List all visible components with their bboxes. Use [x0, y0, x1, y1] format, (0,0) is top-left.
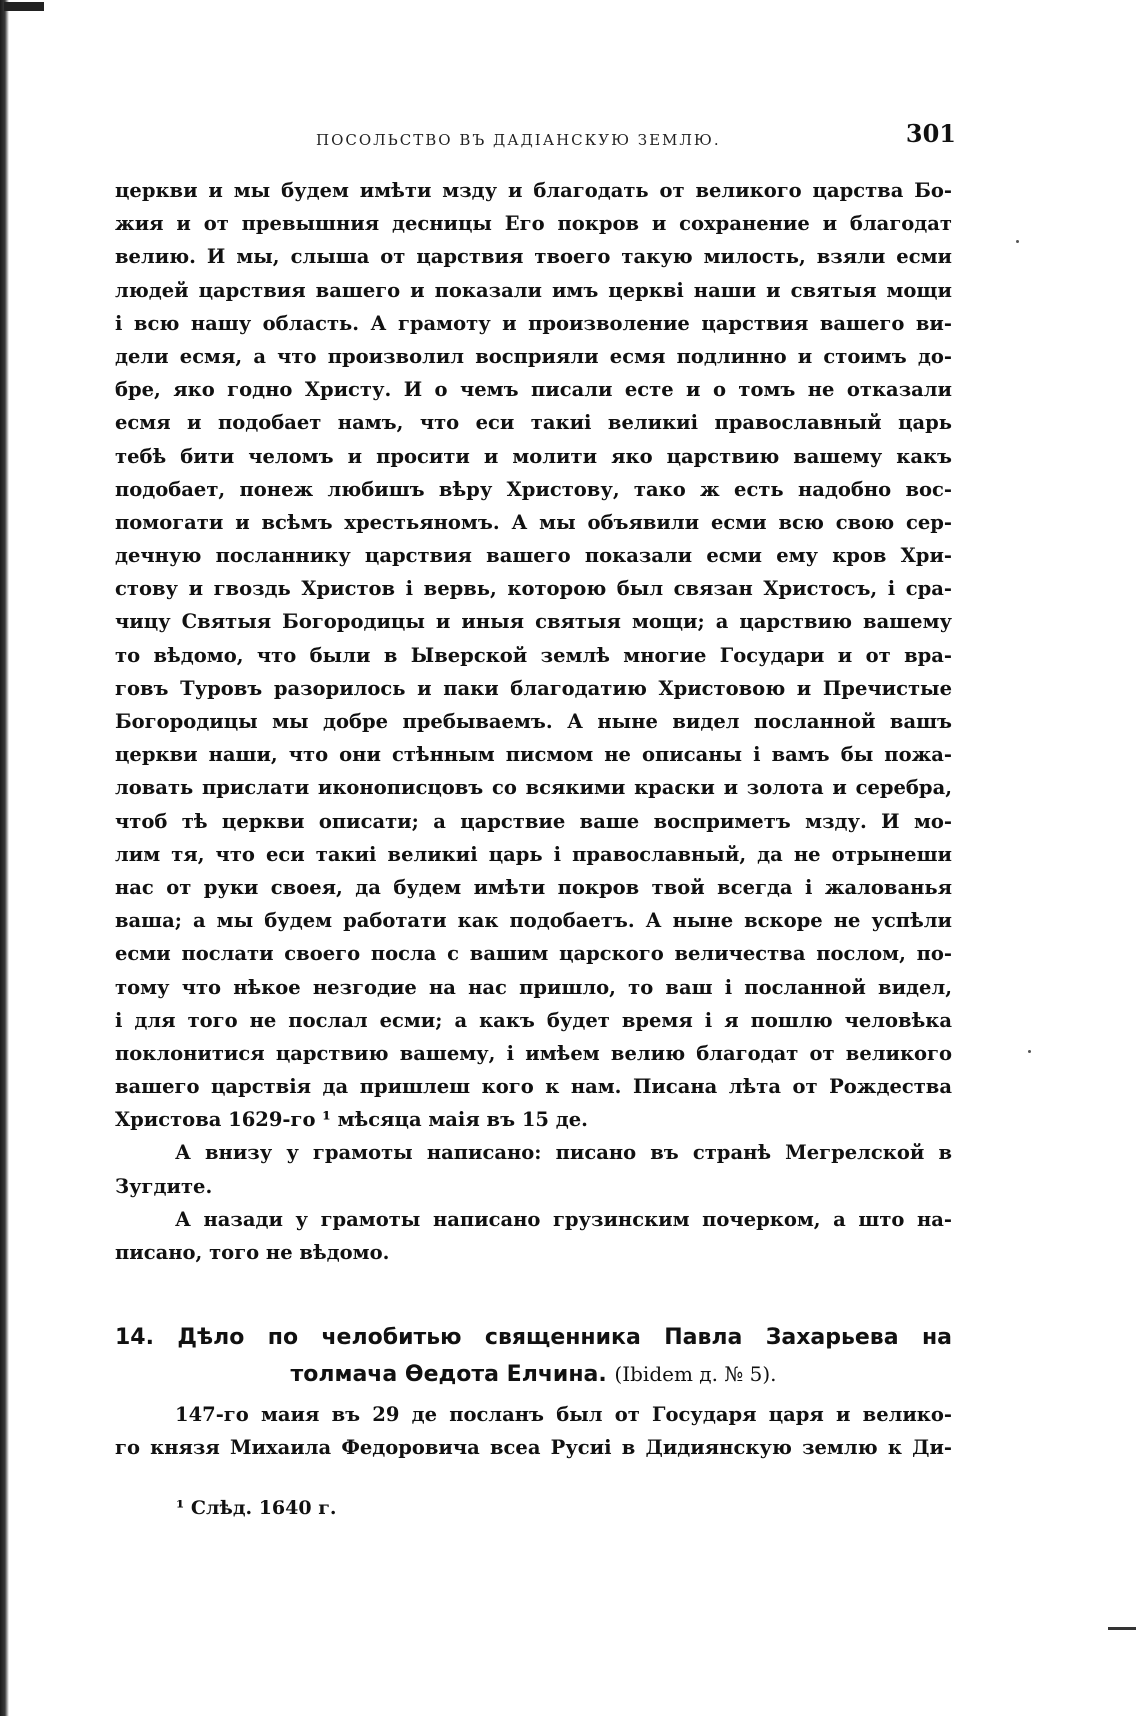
text-line: церкви и мы будем имѣти мзду и благодать от великого царства Бо-: [115, 179, 952, 202]
text-line: нас от руки своея, да будем имѣти покров твой всегда і жалованья: [115, 875, 952, 899]
scan-edge-shadow: [0, 0, 9, 1716]
note-line: А назади у грамоты написано грузинским почерком, а што на-: [175, 1207, 952, 1231]
text-line: помогати и всѣмъ хрестьяномъ. А мы объявили есми всю свою сер-: [115, 510, 952, 534]
note-line: А внизу у грамоты написано: писано въ странѣ Мегрелской в: [175, 1141, 952, 1165]
section-heading-line-1: [115, 1320, 952, 1356]
main-text: [115, 174, 952, 1269]
text-line: поклонитися царствию вашему, і имѣем велию благодат от великого: [115, 1041, 952, 1065]
text-line: то вѣдомо, что были в Ыверской землѣ многие Государи и от вра-: [115, 643, 952, 667]
text-line: велию. И мы, слыша от царствия твоего такую милость, взяли есми: [115, 245, 952, 269]
scan-corner-mark: [4, 2, 44, 11]
section-heading: [115, 1320, 952, 1392]
footnote: ¹ Слѣд. 1640 г.: [176, 1497, 337, 1519]
section-title-part-2: толмача Ѳедота Елчина.: [290, 1362, 607, 1387]
text-line: го князя Михаила Федоровича всеа Русиі в Дидиянскую землю к Ди-: [115, 1436, 952, 1460]
text-line: есмя и подобает намъ, что еси такиі великиі православный царь: [115, 411, 952, 435]
section-title-part-1: Дѣло по челобитью священника Павла Захарьева на: [177, 1325, 952, 1350]
scan-speck: [1028, 1050, 1031, 1053]
margin-dash: [1108, 1627, 1136, 1630]
text-line: тебѣ бити челомъ и просити и молити яко царствию вашему какъ: [115, 444, 952, 468]
archive-reference: (Ibidem д. № 5).: [614, 1362, 777, 1386]
page-number: 301: [905, 119, 956, 148]
scan-speck: [1016, 240, 1019, 243]
note-line: писано, того не вѣдомо.: [115, 1241, 390, 1264]
text-line: говъ Туровъ разорилось и паки благодатию Христовою и Пречистые: [115, 676, 952, 700]
section-paragraph: [115, 1398, 952, 1464]
text-line: стову и гвоздь Христов і вервь, которою был связан Христосъ, і сра-: [115, 577, 952, 601]
text-line: 147-го маия въ 29 де посланъ был от Государя царя и велико-: [175, 1403, 952, 1426]
text-line: бре, яко годно Христу. И о чемъ писали есте и о томъ не отказали: [115, 378, 952, 402]
text-line: лим тя, что еси такиі великиі царь і православный, да не отрынеши: [115, 842, 952, 866]
note-line: Зугдите.: [115, 1174, 213, 1198]
text-line: Богородицы мы добре пребываемъ. А ныне видел посланной вашъ: [115, 710, 952, 733]
text-line: подобает, понеж любишъ вѣру Христову, тако ж есть надобно вос-: [115, 477, 952, 501]
text-line: дели есмя, а что произволил восприяли есмя подлинно и стоимъ до-: [115, 344, 952, 368]
text-line: тому что нѣкое незгодие на нас пришло, то ваш і посланной видел,: [115, 975, 952, 999]
text-line: дечную посланнику царствия вашего показали есми ему кров Хри-: [115, 544, 952, 568]
text-line: жия и от превышния десницы Его покров и сохранение и благодат: [115, 212, 952, 236]
text-line: вашего царствія да пришлеш кого к нам. Писана лѣта от Рождества: [115, 1075, 952, 1099]
text-line: і всю нашу область. А грамоту и произволение царствия вашего ви-: [115, 311, 952, 335]
running-title: ПОСОЛЬСТВО ВЪ ДАДІАНСКУЮ ЗЕМЛЮ.: [316, 131, 721, 149]
text-line: есми послати своего посла с вашим царского величества послом, по-: [115, 942, 952, 966]
text-line: людей царствия вашего и показали имъ церкві наши и святыя мощи: [115, 278, 952, 302]
text-line: і для того не послал есми; а какъ будет время і я пошлю человѣка: [115, 1008, 952, 1032]
text-line: чтоб тѣ церкви описати; а царствие ваше восприметъ мзду. И мо-: [115, 809, 952, 833]
text-line: Христова 1629-го ¹ мѣсяца маія въ 15 де.: [115, 1108, 588, 1132]
text-line: ловать прислати иконописцовъ со всякими краски и золота и серебра,: [115, 776, 952, 800]
text-line: церкви наши, что они стѣнным писмом не описаны і вамъ бы пожа-: [115, 743, 952, 767]
page-header: [316, 119, 956, 155]
section-heading-line-2: [115, 1356, 952, 1392]
text-line: чицу Святыя Богородицы и иныя святыя мощи; а царствию вашему: [115, 610, 952, 634]
text-line: ваша; а мы будем работати как подобаетъ. А ныне вскоре не успѣли: [115, 909, 952, 933]
section-number: 14.: [115, 1325, 154, 1350]
